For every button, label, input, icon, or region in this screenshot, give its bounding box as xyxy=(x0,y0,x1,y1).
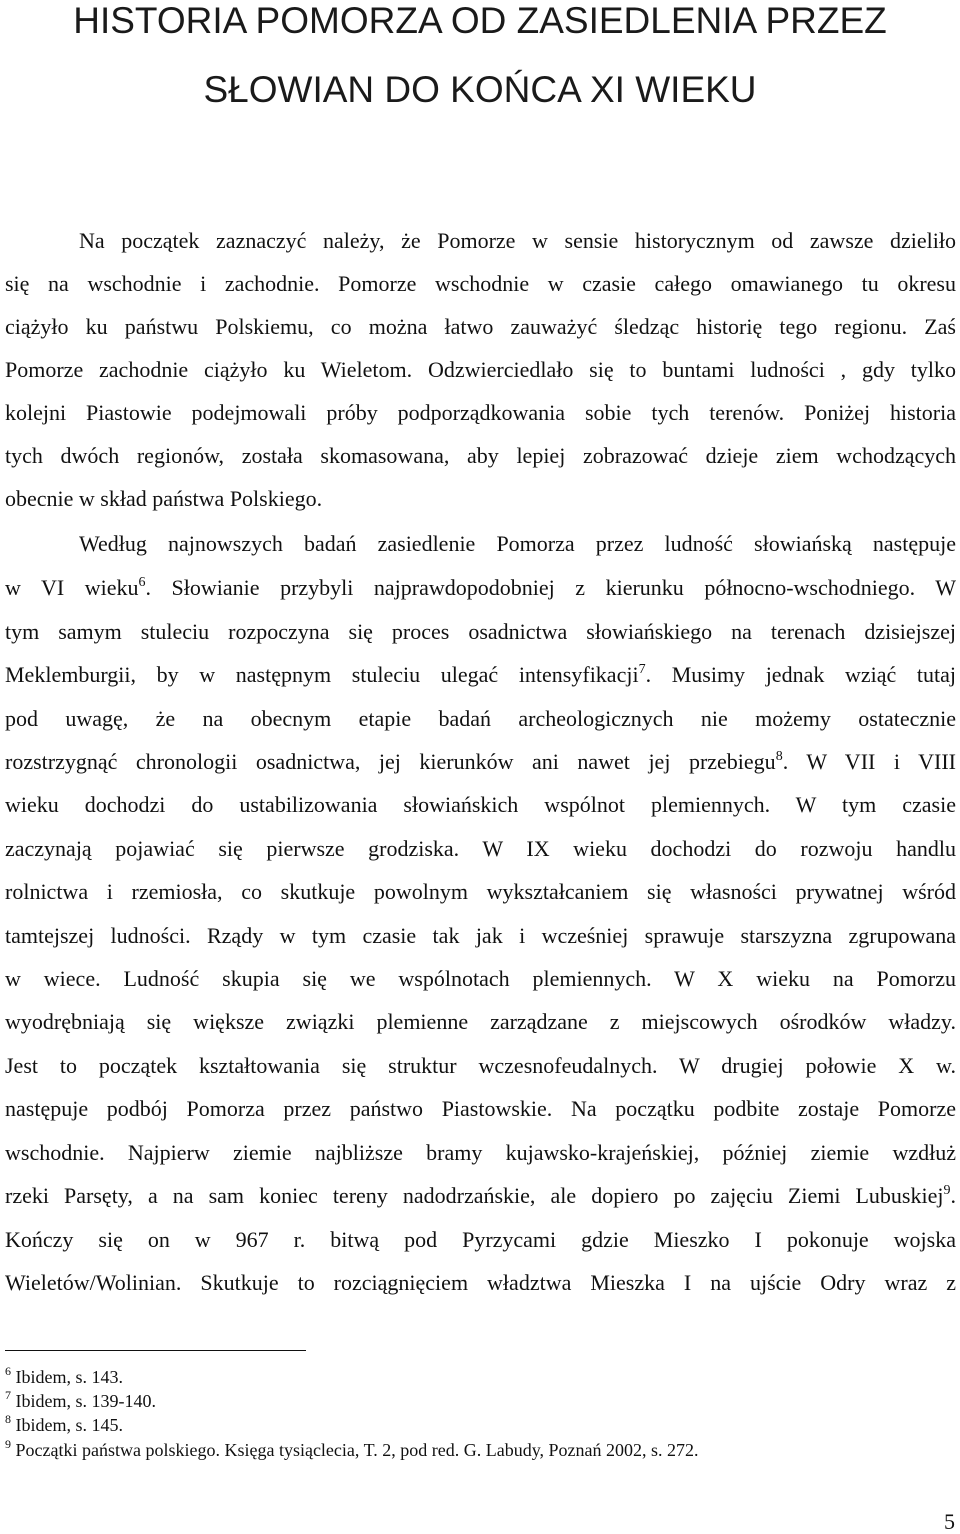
text-line: rolnictwa i rzemiosła, co skutkuje powolnym wykształcaniem się własności prywatnej wśród xyxy=(5,879,956,904)
text-run: Meklemburgii, by w następnym stuleciu ulegać intensyfikacji xyxy=(5,662,639,687)
footnote-number: 7 xyxy=(5,1388,11,1402)
text-line: Kończy się on w 967 r. bitwą pod Pyrzycami gdzie Mieszko I pokonuje wojska xyxy=(5,1227,956,1252)
text-line: Według najnowszych badań zasiedlenie Pomorza przez ludność słowiańską następuje xyxy=(79,531,956,556)
text-run: w VI wieku xyxy=(5,575,139,600)
text-line: zaczynają pojawiać się pierwsze grodziska. W IX wieku dochodzi do rozwoju handlu xyxy=(5,836,956,861)
footnote-number: 9 xyxy=(5,1437,11,1451)
text-line: pod uwagę, że na obecnym etapie badań archeologicznych nie możemy ostatecznie xyxy=(5,706,956,731)
text-run: rozstrzygnąć chronologii osadnictwa, jej kierunków ani nawet jej przebiegu xyxy=(5,749,776,774)
text-line: Na początek zaznaczyć należy, że Pomorze w sensie historycznym od zawsze dzieliło xyxy=(79,228,956,253)
footnote-text: Ibidem, s. 145. xyxy=(15,1415,123,1435)
text-line: kolejni Piastowie podejmowali próby podporządkowania sobie tych terenów. Poniżej historia xyxy=(5,400,956,425)
text-line: się na wschodnie i zachodnie. Pomorze wschodnie w czasie całego omawianego tu okresu xyxy=(5,271,956,296)
text-line: tym samym stuleciu rozpoczyna się proces osadnictwa słowiańskiego na terenach dzisiejszej xyxy=(5,619,956,644)
text-line: ciążyło ku państwu Polskiemu, co można łatwo zauważyć śledząc historię tego regionu. Zaś xyxy=(5,314,956,339)
footnote-separator xyxy=(5,1350,306,1351)
text-line xyxy=(5,662,956,688)
footnote xyxy=(5,1366,123,1388)
text-line: Jest to początek kształtowania się struktur wczesnofeudalnych. W drugiej połowie X w. xyxy=(5,1053,956,1078)
footnote-ref-9: 9 xyxy=(943,1183,951,1198)
text-line: Pomorze zachodnie ciążyło ku Wieletom. Odzwierciedlało się to buntami ludności , gdy tylko xyxy=(5,357,956,382)
footnote-number: 8 xyxy=(5,1412,11,1426)
text-line xyxy=(5,1183,956,1209)
text-run: . W VII i VIII xyxy=(782,749,956,774)
footnote-ref-6: 6 xyxy=(138,575,146,590)
text-line xyxy=(5,575,956,601)
footnote xyxy=(5,1414,123,1436)
footnote xyxy=(5,1439,699,1461)
text-line: wyodrębniają się większe związki plemienne zarządzane z miejscowych ośrodków władzy. xyxy=(5,1009,956,1034)
page-number: 5 xyxy=(944,1509,955,1534)
footnote-text: Ibidem, s. 143. xyxy=(15,1367,123,1387)
footnote-text: Ibidem, s. 139-140. xyxy=(15,1391,156,1411)
text-line: w wiece. Ludność skupia się we wspólnotach plemiennych. W X wieku na Pomorzu xyxy=(5,966,956,991)
footnote xyxy=(5,1390,156,1412)
text-line: tamtejszej ludności. Rządy w tym czasie tak jak i wcześniej sprawuje starszyzna zgrupowana xyxy=(5,923,956,948)
footnote-number: 6 xyxy=(5,1364,11,1378)
text-line: wieku dochodzi do ustabilizowania słowiańskich wspólnot plemiennych. W tym czasie xyxy=(5,792,956,817)
text-line: tych dwóch regionów, została skomasowana, aby lepiej zobrazować dzieje ziem wchodzących xyxy=(5,443,956,468)
text-run: . Słowianie przybyli najprawdopodobniej z kierunku północno-wschodniego. W xyxy=(145,575,957,600)
text-line: następuje podbój Pomorza przez państwo Piastowskie. Na początku podbite zostaje Pomorze xyxy=(5,1096,956,1121)
text-line: Wieletów/Wolinian. Skutkuje to rozciągnięciem władztwa Mieszka I na ujście Odry wraz z xyxy=(5,1270,956,1295)
page-title-line-2: SŁOWIAN DO KOŃCA XI WIEKU xyxy=(203,69,757,110)
text-run: . xyxy=(950,1183,956,1208)
text-line: obecnie w skład państwa Polskiego. xyxy=(5,486,323,511)
footnote-ref-8: 8 xyxy=(775,749,783,764)
page-title-line-1: HISTORIA POMORZA OD ZASIEDLENIA PRZEZ xyxy=(73,0,887,41)
text-run: rzeki Parsęty, a na sam koniec tereny nadodrzańskie, ale dopiero po zajęciu Ziemi Lubuskiej xyxy=(5,1183,944,1208)
text-run: . Musimy jednak wziąć tutaj xyxy=(645,662,957,687)
footnote-text: Początki państwa polskiego. Księga tysiąclecia, T. 2, pod red. G. Labudy, Poznań 2002, s. 272. xyxy=(15,1440,699,1460)
footnote-ref-7: 7 xyxy=(638,662,646,677)
text-line xyxy=(5,749,956,775)
text-line: wschodnie. Najpierw ziemie najbliższe bramy kujawsko-krajeńskiej, później ziemie wzdłuż xyxy=(5,1140,956,1165)
